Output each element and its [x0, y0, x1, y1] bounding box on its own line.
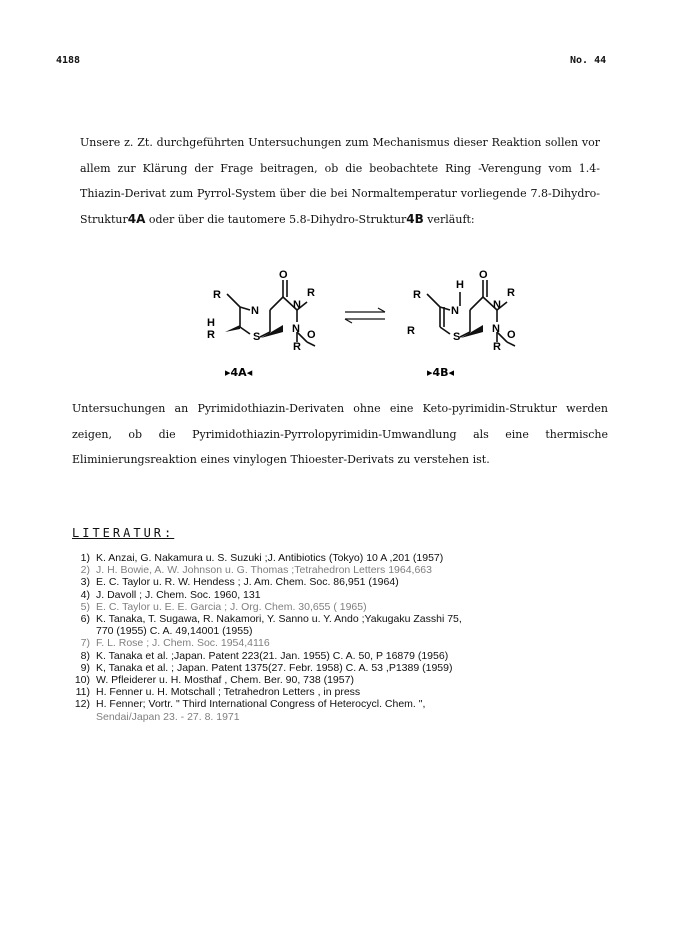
atom-r-4a-2: R: [307, 287, 315, 299]
reference-number: 1): [80, 552, 90, 564]
reference-text: J. H. Bowie, A. W. Johnson u. G. Thomas ;Tetrahedron Letters 1964,663: [96, 564, 432, 577]
atom-n-4a-1: N: [251, 305, 259, 317]
atom-r-4a-3: R: [207, 329, 215, 341]
reference-text: E. C. Taylor u. R. W. Hendess ; J. Am. Chem. Soc. 86,951 (1964): [96, 576, 399, 589]
wedge-bond-4b: [461, 325, 483, 338]
reference-continuation: [72, 625, 612, 637]
reference-text: 770 (1955) C. A. 49,14001 (1955): [96, 625, 253, 638]
atom-s-4a: S: [253, 331, 261, 343]
reference-text: E. C. Taylor u. E. E. Garcia ; J. Org. Chem. 30,655 ( 1965): [96, 600, 367, 613]
atom-o-4b-1: O: [479, 269, 488, 281]
reference-item: [72, 637, 612, 649]
reference-text: H. Fenner u. H. Motschall ; Tetrahedron Letters , in press: [96, 686, 361, 699]
reference-text: H. Fenner; Vortr. " Third International Congress of Heterocycl. Chem. ",: [96, 698, 426, 711]
atom-n-4b-1: N: [451, 305, 459, 317]
atom-n-4b-2: N: [493, 299, 501, 311]
wedge-bond-4a-2: [225, 325, 240, 332]
structure-4a-bonds: [227, 280, 315, 346]
atom-r-4a-1: R: [213, 289, 221, 301]
reference-text: K. Tanaka, T. Sugawa, R. Nakamori, Y. Sanno u. Y. Ando ;Yakugaku Zasshi 75,: [96, 613, 462, 626]
reference-number: 5): [80, 600, 90, 613]
reference-number: 4): [80, 588, 90, 601]
reference-text: K, Tanaka et al. ; Japan. Patent 1375(27. Febr. 1958) C. A. 53 ,P1389 (1959): [96, 661, 453, 674]
paragraph-mechanism: [80, 130, 600, 232]
atom-r-4b-4: R: [493, 341, 501, 353]
reference-item: [72, 589, 612, 601]
structure-4b-bonds: [427, 280, 515, 346]
reference-item: [72, 650, 612, 662]
reference-item: [72, 552, 612, 564]
reference-item: [72, 576, 612, 588]
reference-number: 6): [80, 613, 90, 626]
atom-h-4b: H: [456, 279, 464, 291]
para1-text-c: verläuft:: [427, 212, 475, 226]
reference-item: [72, 674, 612, 686]
atom-s-4b: S: [453, 331, 461, 343]
reference-item: [72, 662, 612, 674]
atom-n-4a-3: N: [292, 323, 300, 335]
reference-continuation: [72, 711, 612, 723]
label-4a: ▸4A◂: [225, 366, 253, 379]
issue-number: No. 44: [570, 55, 607, 66]
reference-number: 8): [80, 649, 90, 662]
reference-item: [72, 698, 612, 710]
para1-text-b: oder über die tautomere 5.8-Dihydro-Struktur: [148, 212, 407, 226]
reference-text: Sendai/Japan 23. - 27. 8. 1971: [96, 710, 240, 723]
atom-n-4b-3: N: [492, 323, 500, 335]
reference-number: 9): [80, 661, 90, 674]
compound-ref-4a: 4A: [127, 211, 146, 226]
atom-o-4a-1: O: [279, 269, 288, 281]
reference-text: K. Anzai, G. Nakamura u. S. Suzuki ;J. Antibiotics (Tokyo) 10 A ,201 (1957): [96, 552, 444, 564]
reference-number: 3): [80, 576, 90, 589]
atom-h-4a: H: [207, 317, 215, 329]
atom-n-4a-2: N: [293, 299, 301, 311]
atom-r-4b-2: R: [507, 287, 515, 299]
reference-text: J. Davoll ; J. Chem. Soc. 1960, 131: [96, 588, 261, 601]
tautomer-scheme: [195, 262, 535, 392]
reference-text: K. Tanaka et al. ;Japan. Patent 223(21. Jan. 1955) C. A. 50, P 16879 (1956): [96, 649, 449, 662]
reference-list: [72, 552, 612, 723]
reference-number: 2): [80, 564, 90, 577]
reference-item: [72, 564, 612, 576]
atom-r-4b-3: R: [407, 325, 415, 337]
reference-item: [72, 601, 612, 613]
reference-item: [72, 686, 612, 698]
label-4b: ▸4B◂: [427, 366, 455, 379]
compound-ref-4b: 4B: [406, 211, 424, 226]
atom-r-4a-4: R: [293, 341, 301, 353]
atom-r-4b-1: R: [413, 289, 421, 301]
wedge-bond-4a: [261, 325, 283, 338]
atom-o-4a-2: O: [307, 329, 316, 341]
reference-number: 7): [80, 637, 90, 650]
reference-item: [72, 613, 612, 625]
equilibrium-arrows: [345, 308, 385, 323]
reference-text: F. L. Rose ; J. Chem. Soc. 1954,4116: [96, 637, 270, 650]
reference-text: W. Pfleiderer u. H. Mosthaf , Chem. Ber. 90, 738 (1957): [96, 674, 354, 687]
page-number: 4188: [56, 55, 81, 66]
paragraph-outlook: Untersuchungen an Pyrimidothiazin-Derivaten ohne eine Keto-pyrimidin-Struktur werden zeigen, ob die Pyrimidothiazin-Pyrrolopyrimidin-Umwandlung als eine thermische Eliminierungsreaktion eines vinylogen Thioester-Derivats zu verstehen ist.: [72, 402, 608, 466]
reference-number: 11): [75, 686, 90, 699]
para1-text-a: Unsere z. Zt. durchgeführten Untersuchungen zum Mechanismus dieser Reaktion sollen vor allem zur Klärung der Frage beitragen, ob die beobachtete Ring -Verengung vom 1.4-Thiazin-Derivat zum Pyrrol-System über die bei Normaltemperatur vorliegende 7.8-Dihydro-Struktur: [80, 136, 600, 226]
reference-number: 10): [74, 674, 90, 687]
reference-number: 12): [74, 698, 90, 711]
atom-o-4b-2: O: [507, 329, 516, 341]
literature-heading: LITERATUR:: [72, 526, 175, 540]
